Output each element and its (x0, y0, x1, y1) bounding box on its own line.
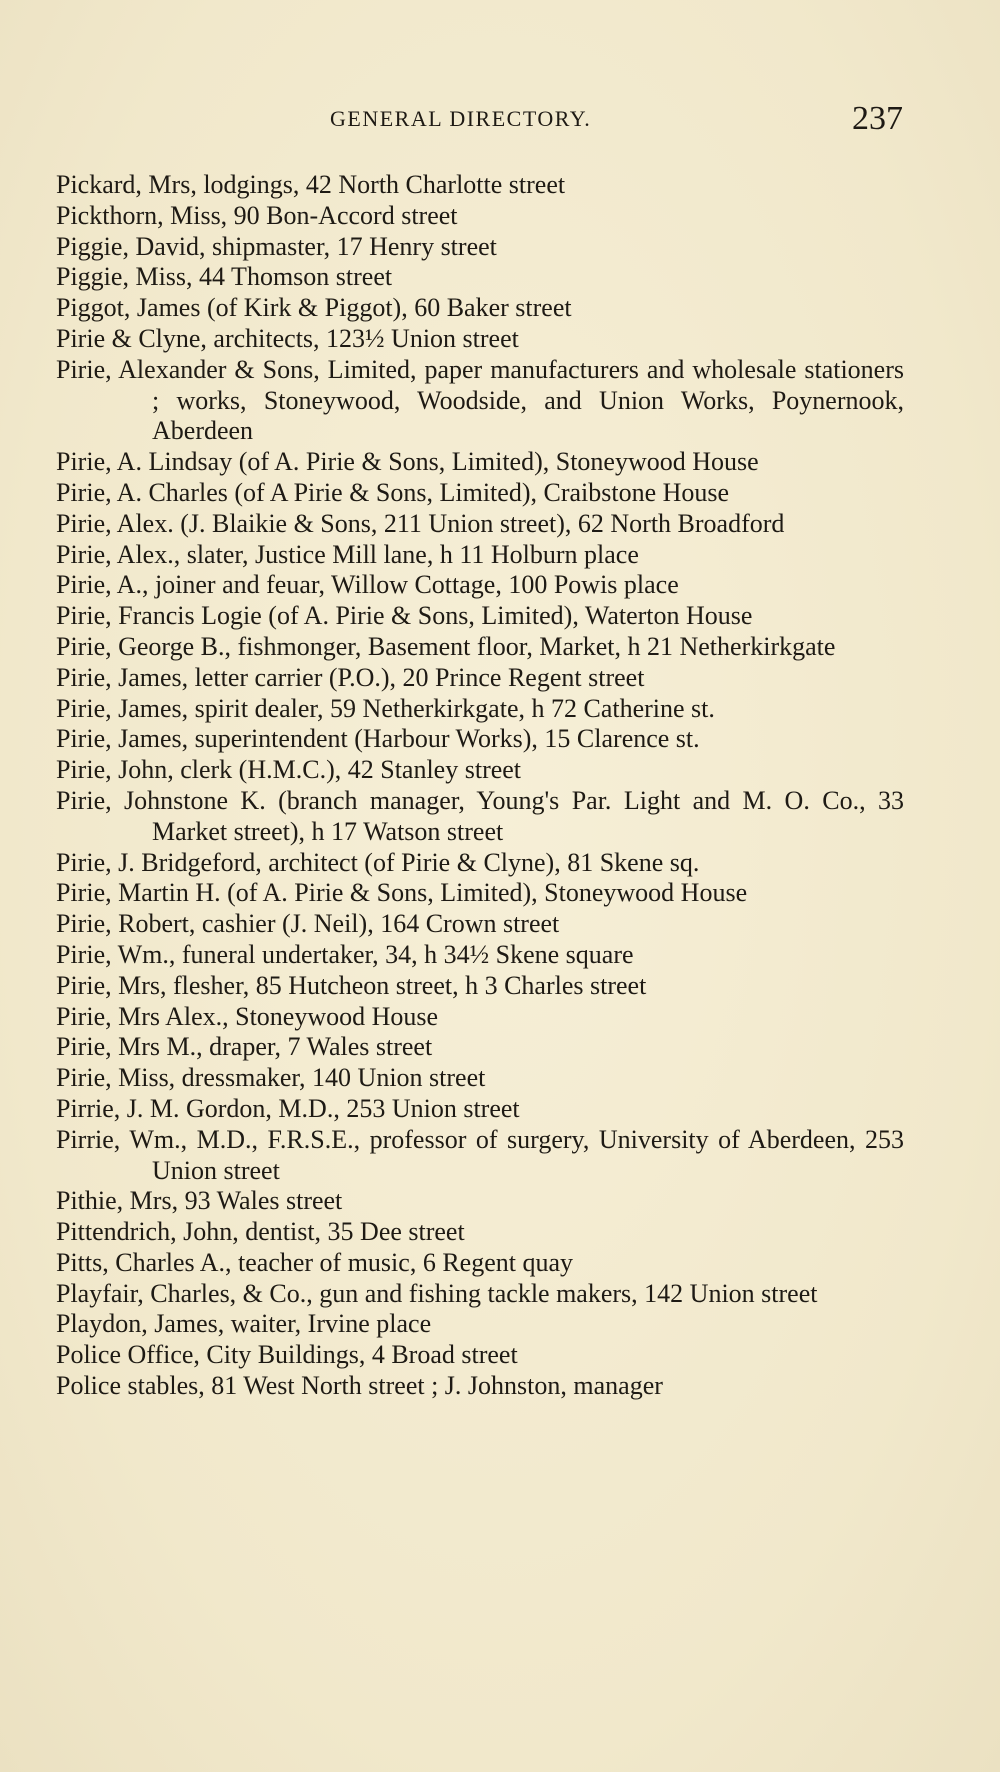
directory-entry: Pirie, Mrs Alex., Stoneywood House (56, 1001, 439, 1031)
directory-entry: Pirie, James, spirit dealer, 59 Netherkirkgate, h 72 Catherine st. (56, 693, 715, 723)
directory-entry: Pirie, Miss, dressmaker, 140 Union street (56, 1063, 486, 1093)
directory-entry: Pirrie, Wm., M.D., F.R.S.E., professor of surgery, University of Aberdeen, 253 Union street (56, 1124, 904, 1185)
directory-entry: Pirie, Mrs M., draper, 7 Wales street (56, 1032, 433, 1062)
directory-entry: Pirie, Francis Logie (of A. Pirie & Sons, Limited), Waterton House (56, 601, 753, 631)
directory-entry: Pirrie, J. M. Gordon, M.D., 253 Union street (56, 1093, 520, 1123)
directory-entry: Pirie & Clyne, architects, 123½ Union street (56, 323, 519, 353)
directory-entry: Pirie, Martin H. (of A. Pirie & Sons, Limited), Stoneywood House (56, 878, 748, 908)
directory-entry: Pirie, Johnstone K. (branch manager, Young's Par. Light and M. O. Co., 33 Market street), h 17 Watson street (56, 785, 904, 846)
directory-entry: Pirie, Mrs, flesher, 85 Hutcheon street, h 3 Charles street (56, 970, 647, 1000)
directory-entry: Pitts, Charles A., teacher of music, 6 Regent quay (56, 1247, 574, 1277)
running-head: GENERAL DIRECTORY. (330, 106, 592, 131)
directory-entry: Playfair, Charles, & Co., gun and fishing tackle makers, 142 Union street (56, 1278, 818, 1308)
directory-entry: Playdon, James, waiter, Irvine place (56, 1309, 432, 1339)
directory-entry: Pittendrich, John, dentist, 35 Dee street (56, 1217, 465, 1247)
directory-entry: Pirie, Alex., slater, Justice Mill lane, h 11 Holburn place (56, 539, 639, 569)
directory-entry: Pickard, Mrs, lodgings, 42 North Charlotte street (56, 170, 566, 199)
directory-entry: Pithie, Mrs, 93 Wales street (56, 1186, 343, 1216)
directory-entry: Pirie, Alex. (J. Blaikie & Sons, 211 Union street), 62 North Broadford (56, 508, 785, 538)
directory-entry: Piggie, David, shipmaster, 17 Henry street (56, 231, 497, 261)
directory-entry: Pickthorn, Miss, 90 Bon-Accord street (56, 200, 458, 230)
directory-entry: Pirie, A., joiner and feuar, Willow Cottage, 100 Powis place (56, 570, 679, 600)
directory-entry: Pirie, James, letter carrier (P.O.), 20 Prince Regent street (56, 662, 645, 692)
directory-entry: Police Office, City Buildings, 4 Broad street (56, 1340, 518, 1370)
directory-entry: Pirie, Robert, cashier (J. Neil), 164 Crown street (56, 909, 560, 939)
directory-entry: Pirie, George B., fishmonger, Basement floor, Market, h 21 Netherkirkgate (56, 631, 836, 661)
directory-entry: Police stables, 81 West North street ; J. Johnston, manager (56, 1371, 663, 1401)
directory-entry: Pirie, James, superintendent (Harbour Works), 15 Clarence st. (56, 724, 700, 754)
directory-entry: Pirie, John, clerk (H.M.C.), 42 Stanley street (56, 755, 522, 785)
directory-entry: Pirie, A. Charles (of A Pirie & Sons, Limited), Craibstone House (56, 477, 730, 507)
directory-entries (56, 170, 904, 1402)
directory-entry: Piggot, James (of Kirk & Piggot), 60 Baker street (56, 293, 572, 323)
directory-entry: Pirie, Wm., funeral undertaker, 34, h 34½ Skene square (56, 939, 634, 969)
directory-entry: Piggie, Miss, 44 Thomson street (56, 262, 393, 292)
directory-entry: Pirie, J. Bridgeford, architect (of Pirie & Clyne), 81 Skene sq. (56, 847, 700, 877)
directory-entry: Pirie, Alexander & Sons, Limited, paper manufacturers and wholesale stationers ; works, Stoneywood, Woodside, and Union Works, Poynernook, Aberdeen (56, 354, 904, 446)
directory-entry: Pirie, A. Lindsay (of A. Pirie & Sons, Limited), Stoneywood House (56, 447, 759, 477)
page-number: 237 (852, 100, 903, 137)
page-header (0, 100, 1000, 140)
